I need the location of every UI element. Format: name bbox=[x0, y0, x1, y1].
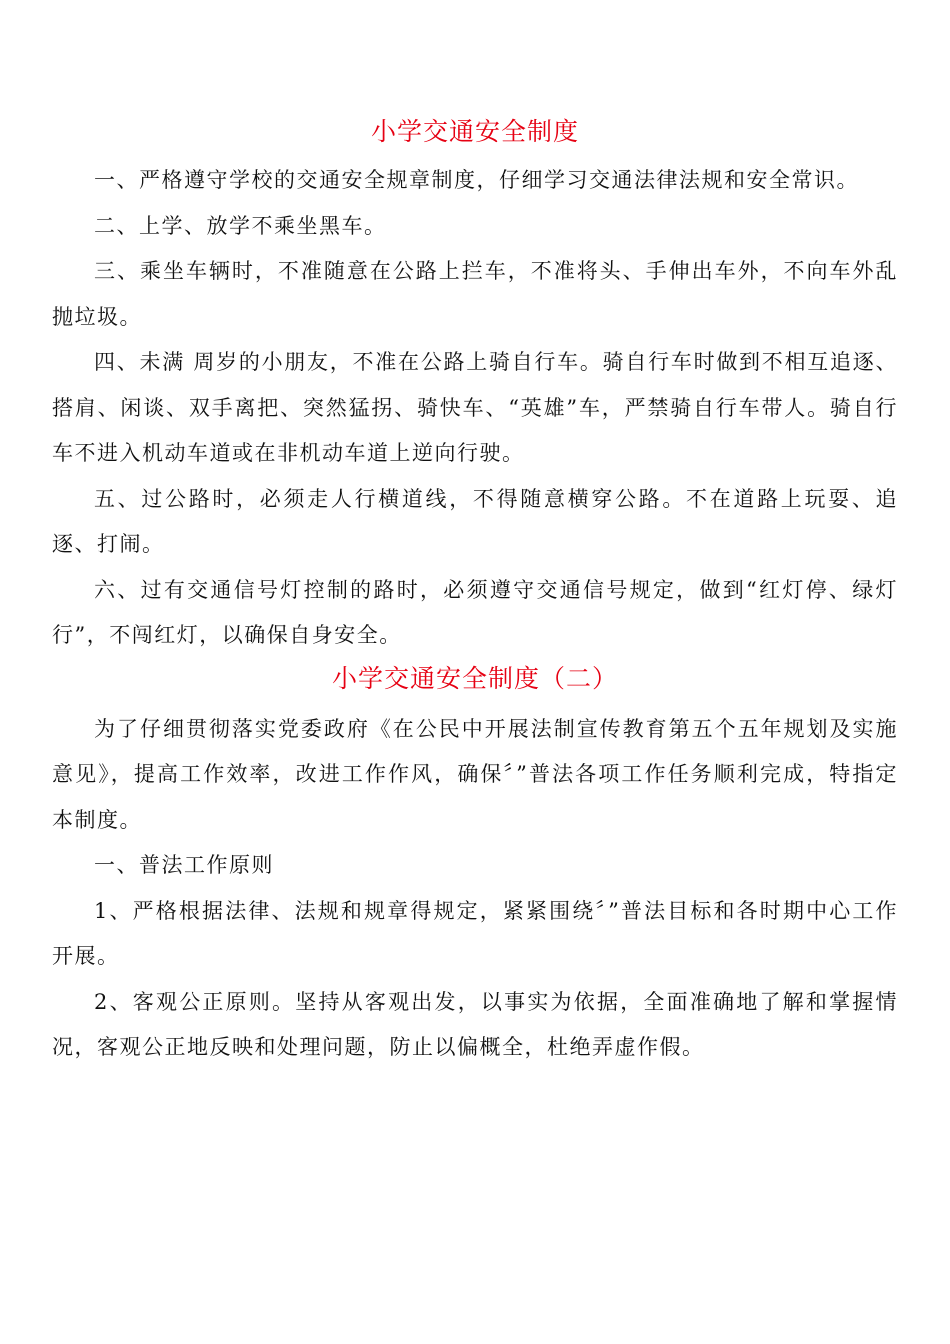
section-title: 小学交通安全制度（二） bbox=[331, 663, 618, 693]
paragraph: 一、严格遵守学校的交通安全规章制度，仔细学习交通法律法规和安全常识。 bbox=[94, 168, 859, 192]
paragraph: 1、严格根据法律、法规和规章得规定，紧紧围绕〞”普法目标和各时期中心工作开展。 bbox=[52, 898, 898, 968]
document-page bbox=[52, 112, 898, 1071]
paragraph: 二、上学、放学不乘坐黑车。 bbox=[94, 213, 387, 238]
paragraph: 三、乘坐车辆时，不准随意在公路上拦车，不准将头、手伸出车外，不向车外乱抛垃圾。 bbox=[52, 259, 898, 329]
paragraph: 五、过公路时，必须走人行横道线，不得随意横穿公路。不在道路上玩耍、追逐、打闹。 bbox=[52, 486, 898, 556]
paragraph: 四、未满 周岁的小朋友，不准在公路上骑自行车。骑自行车时做到不相互追逐、搭肩、闲谈、双手离把、突然猛拐、骑快车、“英雄”车，严禁骑自行车带人。骑自行车不进入机动车道或在非机动车道上逆向行驶。 bbox=[52, 350, 898, 465]
document-title: 小学交通安全制度 bbox=[370, 117, 579, 146]
paragraph: 一、普法工作原则 bbox=[94, 853, 274, 877]
paragraph: 2、客观公正原则。坚持从客观出发，以事实为依据，全面准确地了解和掌握情况，客观公正地反映和处理问题，防止以偏概全，杜绝弄虚作假。 bbox=[52, 989, 898, 1059]
paragraph: 为了仔细贯彻落实党委政府《在公民中开展法制宣传教育第五个五年规划及实施意见》，提高工作效率，改进工作作风，确保〞”普法各项工作任务顺利完成，特指定本制度。 bbox=[52, 716, 898, 832]
paragraph: 六、过有交通信号灯控制的路时，必须遵守交通信号规定，做到“红灯停、绿灯行”，不闯红灯，以确保自身安全。 bbox=[52, 577, 898, 647]
